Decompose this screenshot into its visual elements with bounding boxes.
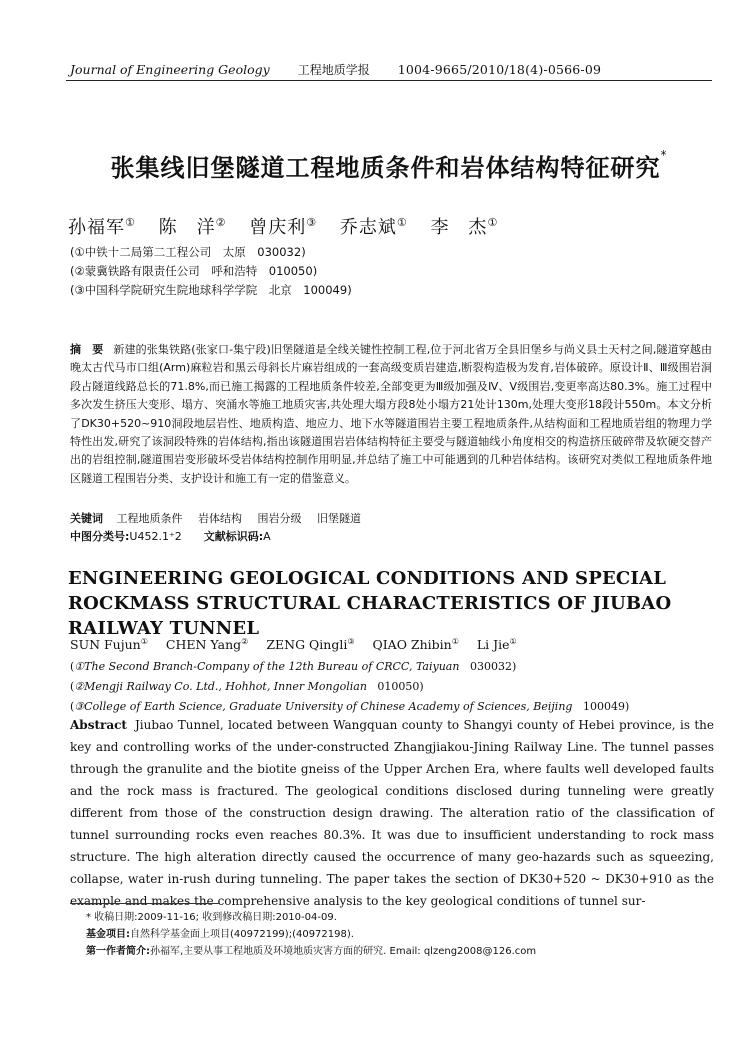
author-en: SUN Fujun① (70, 637, 148, 653)
abstract-cn-label: 摘 要 (70, 343, 104, 356)
doc-code-label: 文献标识码: (203, 530, 264, 543)
keyword-cn: 岩体结构 (198, 512, 242, 525)
footnotes (86, 909, 536, 960)
affiliations-cn (70, 243, 352, 300)
title-cn (66, 148, 712, 183)
author-cn: 乔志斌① (339, 216, 408, 238)
abstract-en-text: Jiubao Tunnel, located between Wangquan county to Shangyi county of Hebei province, is the key and controlling works of the under-constructed Zhangjiakou-Jining Railway Line. The tunnel passes through the granulite and the biotite gneiss of the Upper Archen Era, where faults well developed faults and the rock mass is fractured. The geological conditions disclosed during tunneling were greatly different from those of the construction design drawing. The alteration ratio of the classification of tunnel surrounding rocks even reaches 80.3%. It was due to insufficient understanding to rock mass structure. The high alteration directly caused the occurrence of many geo-hazards such as squeezing, collapse, water in-rush during tunneling. The paper takes the section of DK30+520 ~ DK30+910 as the example and makes the comprehensive analysis to the key geological conditions of tunnel sur- (70, 718, 714, 908)
issn-line: 1004-9665/2010/18(4)-0566-09 (397, 61, 602, 77)
author-cn: 李 杰① (430, 216, 499, 238)
author-en: QIAO Zhibin① (372, 637, 459, 653)
title-en: ENGINEERING GEOLOGICAL CONDITIONS AND SPECIAL ROCKMASS STRUCTURAL CHARACTERISTICS OF JIUBAO RAILWAY TUNNEL (68, 568, 672, 639)
keyword-cn: 围岩分级 (257, 512, 302, 525)
affiliations-en (70, 657, 629, 717)
author-en: ZENG Qingli③ (266, 637, 355, 653)
header-rule (66, 80, 712, 81)
abstract-en (70, 714, 714, 912)
author-en: Li Jie① (476, 637, 517, 653)
affiliation-en: (①The Second Branch-Company of the 12th Bureau of CRCC, Taiyuan 030032) (70, 660, 517, 673)
keyword-cn: 工程地质条件 (116, 512, 183, 525)
affiliation-cn: (①中铁十二局第二工程公司 太原 030032) (70, 245, 306, 259)
authors-en (70, 637, 531, 652)
keywords-cn (70, 510, 373, 526)
abstract-cn (70, 341, 712, 488)
doc-code: A (263, 530, 271, 543)
authors-cn (68, 213, 514, 239)
abstract-cn-text: 新建的张集铁路(张家口-集宁段)旧堡隧道是全线关键性控制工程,位于河北省万全县旧堡乡与尚义县土天村之间,隧道穿越由晚太古代马市口组(Arm)麻粒岩和黑云母斜长片麻岩组成的一套高级变质岩建造,断裂构造极为发育,岩体破碎。原设计Ⅱ、Ⅲ级围岩洞段占隧道线路总长的71.8%,而已施工揭露的工程地质条件较差,全部变更为Ⅲ级加强及Ⅳ、Ⅴ级围岩,变更率高达80.3%。施工过程中多次发生挤压大变形、塌方、突涌水等施工地质灾害,共处理大塌方段8处小塌方21处计130m,处理大变形18段计550m。本文分析了DK30+520~910洞段地层岩性、地质构造、地应力、地下水等隧道围岩主要工程地质条件,从结构面和工程地质岩组的物理力学特性出发,研究了该洞段特殊的岩体结构,指出该隧道围岩岩体结构特征主要受与隧道轴线小角度相交的构造挤压破碎带及软硬交替产出的岩组控制,隧道围岩变形破坏受岩体结构控制作用明显,并总结了施工中可能遇到的几种岩体结构。该研究对类似工程地质条件地区隧道工程围岩分类、支护设计和施工有一定的借鉴意义。 (70, 343, 713, 485)
author-cn: 曾庆利③ (249, 216, 318, 238)
clc-code: U452.1⁺2 (129, 530, 182, 543)
affiliation-en: (③College of Earth Science, Graduate University of Chinese Academy of Sciences, Beijing 100049) (70, 700, 630, 713)
clc-label: 中图分类号: (70, 530, 130, 543)
footnote-received: * 收稿日期:2009-11-16; 收到修改稿日期:2010-04-09. (86, 912, 337, 923)
title-footnote-mark: * (660, 148, 668, 162)
author-cn: 陈 洋② (158, 216, 227, 238)
footnote-fund: 基金项目:自然科学基金面上项目(40972199);(40972198). (86, 929, 354, 940)
footnote-author: 第一作者简介:孙福军,主要从事工程地质及环境地质灾害方面的研究. Email: qlzeng2008@126.com (86, 946, 537, 957)
author-en: CHEN Yang② (165, 637, 249, 653)
journal-name-cn: 工程地质学报 (297, 62, 370, 77)
journal-name: Journal of Engineering Geology (70, 61, 270, 77)
affiliation-en: (②Mengji Railway Co. Ltd., Hohhot, Inner Mongolian 010050) (70, 680, 424, 693)
keywords-cn-label: 关键词 (70, 512, 103, 525)
author-cn: 孙福军① (68, 216, 136, 238)
affiliation-cn: (②蒙冀铁路有限责任公司 呼和浩特 010050) (70, 264, 318, 278)
abstract-en-label: Abstract (70, 718, 127, 732)
title-cn-text: 张集线旧堡隧道工程地质条件和岩体结构特征研究 (110, 154, 661, 182)
footnote-rule (70, 903, 220, 904)
affiliation-cn: (③中国科学院研究生院地球科学学院 北京 100049) (70, 283, 352, 297)
running-head (70, 58, 710, 80)
classification-cn (70, 528, 271, 544)
keyword-cn: 旧堡隧道 (317, 512, 361, 525)
